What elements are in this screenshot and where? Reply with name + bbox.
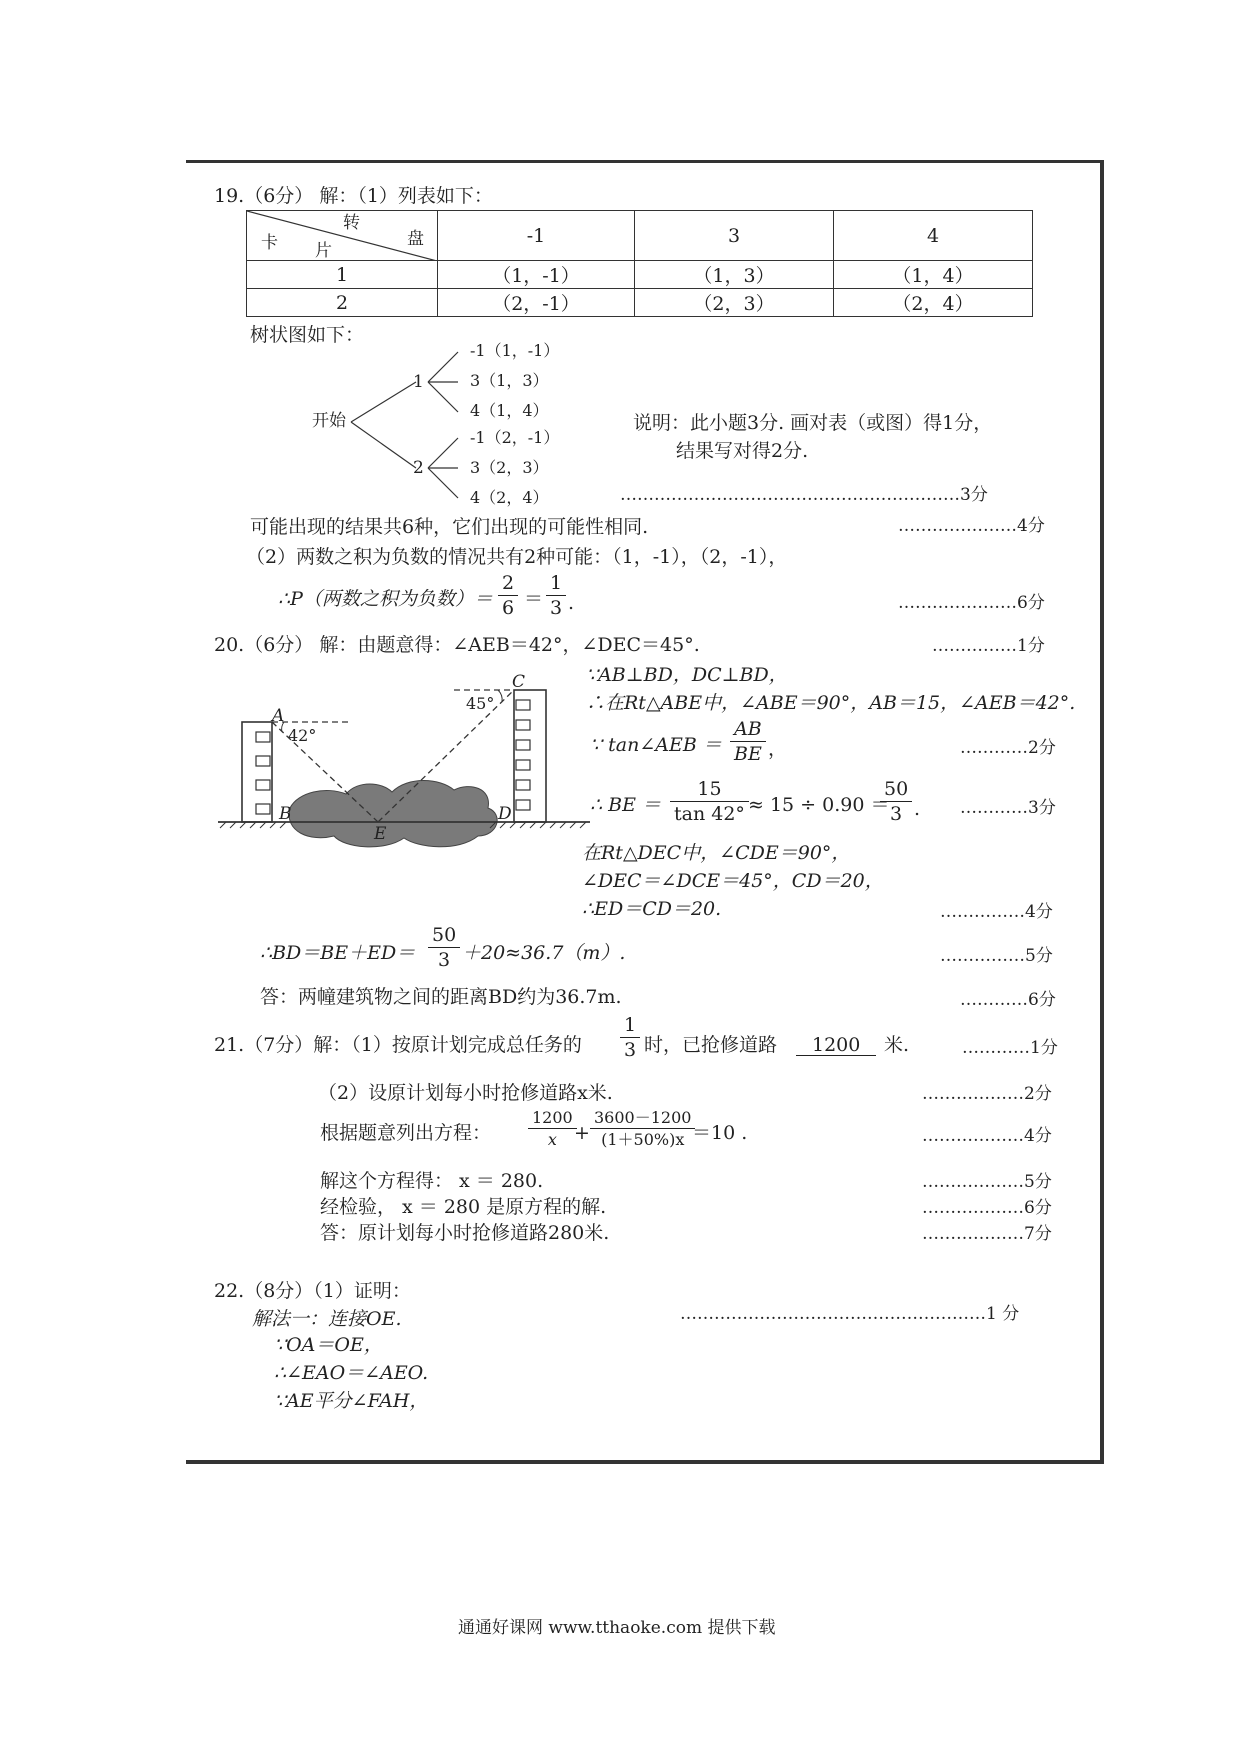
tree-heading: 树状图如下： (250, 324, 365, 346)
fraction (732, 720, 764, 764)
bd-prefix: ∴BD＝BE＋ED＝ (260, 942, 416, 964)
q19-note-2: 结果写对得2分. (676, 440, 809, 462)
score-marker: ………………5分 (922, 1172, 1052, 1192)
q22-line-1: 解法一：连接OE. (252, 1308, 402, 1330)
fig-label-d: D (498, 804, 512, 824)
denominator: x (528, 1128, 577, 1148)
denominator: 3 (620, 1037, 640, 1060)
denominator: tan 42° (670, 801, 749, 824)
q21-eq-post: ＝10 . (692, 1122, 748, 1144)
numerator: 50 (884, 778, 909, 800)
fig-label-c: C (512, 672, 526, 692)
score-marker: ………………6分 (922, 1198, 1052, 1218)
score-marker: …………………6分 (898, 593, 1045, 613)
q22-line-2: ∵OA＝OE， (274, 1334, 383, 1356)
q19-heading: 19.（6分） 解：（1）列表如下： (214, 185, 493, 207)
score-marker: ……………4分 (940, 902, 1053, 922)
numerator: 1 (624, 1014, 637, 1036)
score-marker: …………1分 (962, 1038, 1058, 1058)
score-marker: ………………4分 (922, 1126, 1052, 1146)
q21-heading-mid: 时，已抢修道路 (644, 1034, 778, 1056)
q20-heading: 20.（6分） 解：由题意得：∠AEB＝42°，∠DEC＝45°. (214, 634, 700, 656)
numerator: 1 (550, 572, 563, 594)
denominator: (1＋50%)x (590, 1128, 695, 1148)
q20-line-2: ∴在Rt△ABE中，∠ABE＝90°，AB＝15，∠AEB＝42°. (586, 692, 1076, 714)
tree-node: 2 (413, 458, 424, 478)
corner-label-right: 盘 (407, 229, 424, 249)
fraction (500, 574, 516, 618)
fraction (622, 1016, 638, 1060)
be-mid: ≈ 15 ÷ 0.90 ＝ (748, 794, 890, 816)
table-cell: （2，4） (834, 289, 1033, 317)
numerator: 3600－1200 (594, 1108, 692, 1127)
score-marker: …………2分 (960, 738, 1056, 758)
q21-line-4: 解这个方程得： x ＝ 280. (320, 1170, 544, 1192)
corner-label-bl2: 片 (315, 241, 332, 261)
corner-label-bl1: 卡 (261, 233, 278, 253)
numerator: 1200 (532, 1108, 573, 1127)
tree-root: 开始 (312, 411, 346, 431)
table-cell: （1，-1） (438, 261, 635, 289)
denominator: BE (730, 741, 766, 764)
fig-label-e: E (374, 824, 387, 844)
score-marker: …………6分 (960, 990, 1056, 1010)
table-row (247, 289, 1033, 317)
tree-leaf: 4（2，4） (470, 488, 549, 507)
fraction (530, 1110, 575, 1148)
tree-leaf: -1（2，-1） (470, 428, 560, 447)
equals: ＝ (524, 588, 544, 610)
q21-line-6: 答：原计划每小时抢修道路280米. (320, 1222, 610, 1244)
q19-p-prefix: ∴P（两数之积为负数）＝ (278, 588, 493, 610)
plus: + (574, 1122, 590, 1144)
corner-label-top: 转 (343, 213, 360, 233)
denominator: 3 (880, 801, 912, 824)
q19-line-3: （2）两数之积为负数的情况共有2种可能：（1，-1），（2，-1）， (246, 546, 788, 568)
header-cell: -1 (438, 211, 635, 261)
fig-angle-a: 42° (288, 726, 317, 745)
q20-line-1: ∵AB⊥BD，DC⊥BD， (586, 664, 788, 686)
table-corner-cell (247, 211, 438, 261)
fraction (548, 574, 564, 618)
score-marker: ……………5分 (940, 946, 1053, 966)
q19-note-1: 说明：此小题3分. 画对表（或图）得1分， (633, 412, 993, 434)
numerator: 50 (432, 924, 457, 946)
score-marker: ………………7分 (922, 1224, 1052, 1244)
q21-eq-pre: 根据题意列出方程： (320, 1122, 492, 1144)
q19-line-2: 可能出现的结果共6种，它们出现的可能性相同. (250, 516, 649, 538)
fig-label-b: B (279, 804, 292, 824)
score-marker: ……………1分 (932, 636, 1045, 656)
q21-line-5: 经检验， x ＝ 280 是原方程的解. (320, 1196, 607, 1218)
fraction (672, 780, 747, 824)
comma: ， (768, 738, 788, 760)
q21-heading-post: 米. (884, 1034, 910, 1056)
be-prefix: ∴ BE ＝ (590, 794, 661, 816)
score-marker: ……………………………………………………3分 (620, 485, 988, 505)
period: . (914, 798, 921, 820)
tree-leaf: -1（1，-1） (470, 341, 560, 360)
q22-line-4: ∵AE平分∠FAH， (274, 1390, 429, 1412)
numerator: AB (734, 718, 762, 740)
denominator: 3 (428, 947, 460, 970)
tree-node: 1 (413, 372, 424, 392)
tree-diagram-lines (340, 340, 460, 510)
header-cell: 3 (635, 211, 834, 261)
header-cell: 4 (834, 211, 1033, 261)
blank-value: 1200 (796, 1036, 876, 1056)
q20-line-5: ∴ED＝CD＝20. (582, 898, 722, 920)
table-cell: （1，4） (834, 261, 1033, 289)
q20-answer: 答：两幢建筑物之间的距离BD约为36.7m. (260, 986, 622, 1008)
q22-heading: 22.（8分）（1）证明： (214, 1280, 411, 1302)
tree-leaf: 3（1，3） (470, 371, 549, 390)
numerator: 15 (697, 778, 722, 800)
score-marker: ………………………………………………1 分 (680, 1304, 1020, 1324)
footer-credit: 通通好课网 www.tthaoke.com 提供下载 (458, 1618, 776, 1638)
numerator: 2 (502, 572, 515, 594)
row-label: 2 (247, 289, 438, 317)
table-cell: （2，-1） (438, 289, 635, 317)
denominator: 3 (546, 595, 566, 618)
bd-suffix: ＋20≈36.7（m）. (462, 942, 626, 964)
table-cell: （2，3） (635, 289, 834, 317)
period: . (568, 592, 575, 614)
tree-leaf: 4（1，4） (470, 401, 549, 420)
building-figure (218, 672, 590, 854)
denominator: 6 (498, 595, 518, 618)
q21-blank-answer (796, 1036, 876, 1056)
table-cell: （1，3） (635, 261, 834, 289)
row-label: 1 (247, 261, 438, 289)
q21-line-2: （2）设原计划每小时抢修道路x米. (318, 1082, 613, 1104)
score-marker: ………………2分 (922, 1084, 1052, 1104)
q21-heading-pre: 21.（7分）解：（1）按原计划完成总任务的 (214, 1034, 582, 1056)
score-marker: …………3分 (960, 798, 1056, 818)
score-marker: …………………4分 (898, 516, 1045, 536)
fig-angle-c: 45° (466, 694, 495, 713)
tan-prefix: ∵ tan∠AEB ＝ (590, 734, 722, 756)
fig-label-a: A (272, 706, 285, 726)
tree-leaf: 3（2，3） (470, 458, 549, 477)
q20-line-3: 在Rt△DEC中，∠CDE＝90°， (582, 842, 851, 864)
table-row (247, 261, 1033, 289)
q20-line-4: ∠DEC＝∠DCE＝45°，CD＝20， (582, 870, 884, 892)
q22-line-3: ∴∠EAO＝∠AEO. (274, 1362, 429, 1384)
fraction (882, 780, 910, 824)
fraction (430, 926, 458, 970)
fraction (592, 1110, 693, 1148)
q19-table (246, 210, 1033, 317)
